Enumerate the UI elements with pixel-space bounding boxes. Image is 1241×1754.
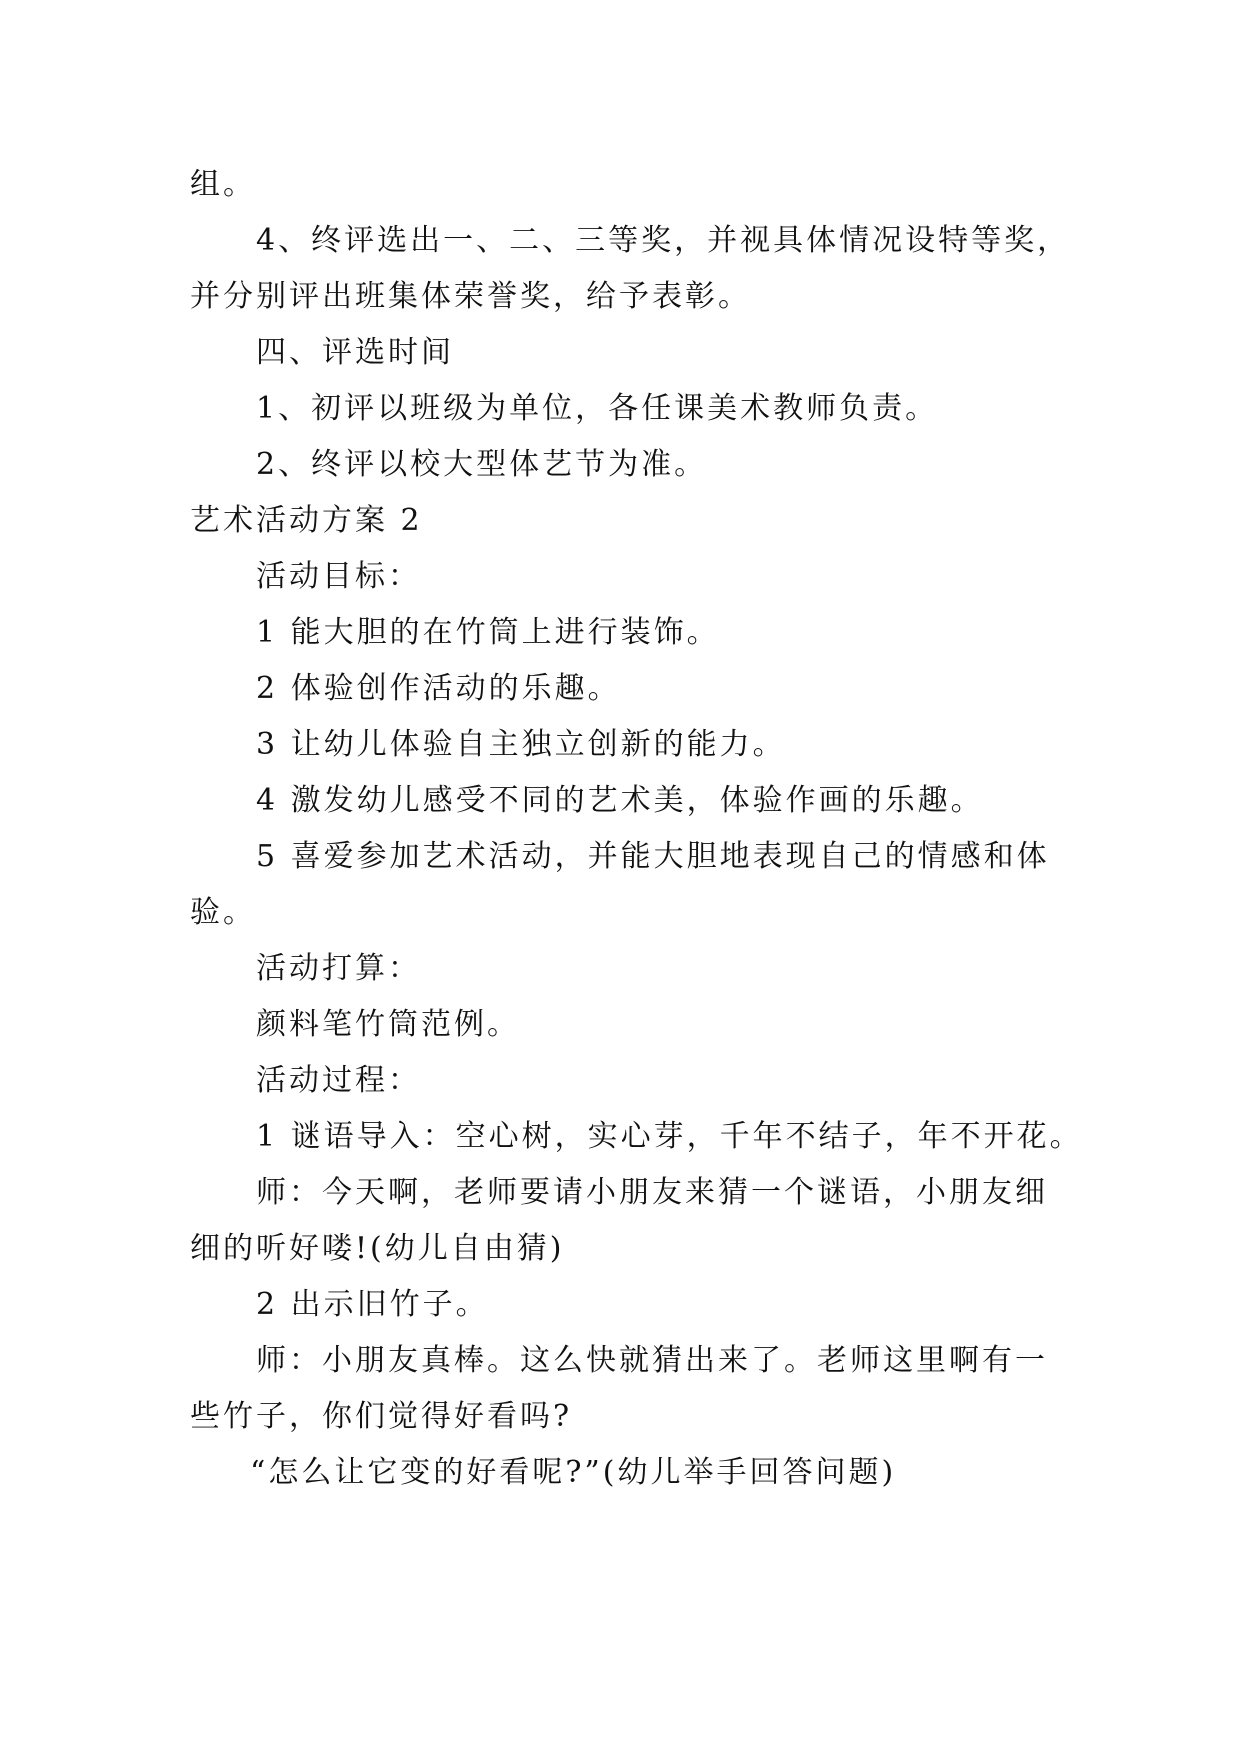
goal-item-5: 5 喜爱参加艺术活动，并能大胆地表现自己的情感和体 (256, 839, 1050, 874)
text-line-2: 4、终评选出一、二、三等奖，并视具体情况设特等奖， (256, 223, 1071, 258)
goal-item-2: 2 体验创作活动的乐趣。 (256, 671, 621, 706)
teacher-line-1-continued: 细的听好喽!(幼儿自由猜) (190, 1231, 565, 1266)
process-step-1: 1 谜语导入：空心树，实心芽，千年不结子，年不开花。 (256, 1119, 1083, 1154)
text-line-5: 1、初评以班级为单位，各任课美术教师负责。 (256, 391, 939, 426)
text-line-1: 组。 (190, 167, 256, 202)
section-heading-goals: 活动目标： (256, 559, 421, 594)
goal-item-5-continued: 验。 (190, 895, 256, 930)
goal-item-3: 3 让幼儿体验自主独立创新的能力。 (256, 727, 786, 762)
teacher-line-1: 师：今天啊，老师要请小朋友来猜一个谜语，小朋友细 (256, 1175, 1048, 1210)
teacher-line-2-continued: 些竹子，你们觉得好看吗? (190, 1399, 573, 1434)
goal-item-4: 4 激发幼儿感受不同的艺术美，体验作画的乐趣。 (256, 783, 984, 818)
process-step-2: 2 出示旧竹子。 (256, 1287, 489, 1322)
preparation-text: 颜料笔竹筒范例。 (256, 1007, 520, 1042)
teacher-line-2: 师：小朋友真棒。这么快就猜出来了。老师这里啊有一 (256, 1343, 1048, 1378)
text-line-6: 2、终评以校大型体艺节为准。 (256, 447, 708, 482)
section-heading-evaluation-time: 四、评选时间 (256, 335, 454, 370)
section-heading-process: 活动过程： (256, 1063, 421, 1098)
section-heading-preparation: 活动打算： (256, 951, 421, 986)
goal-item-1: 1 能大胆的在竹筒上进行装饰。 (256, 615, 720, 650)
text-line-3: 并分别评出班集体荣誉奖，给予表彰。 (190, 279, 751, 314)
plan-title: 艺术活动方案 2 (190, 503, 423, 538)
quote-line: “怎么让它变的好看呢?”(幼儿举手回答问题) (250, 1455, 897, 1490)
